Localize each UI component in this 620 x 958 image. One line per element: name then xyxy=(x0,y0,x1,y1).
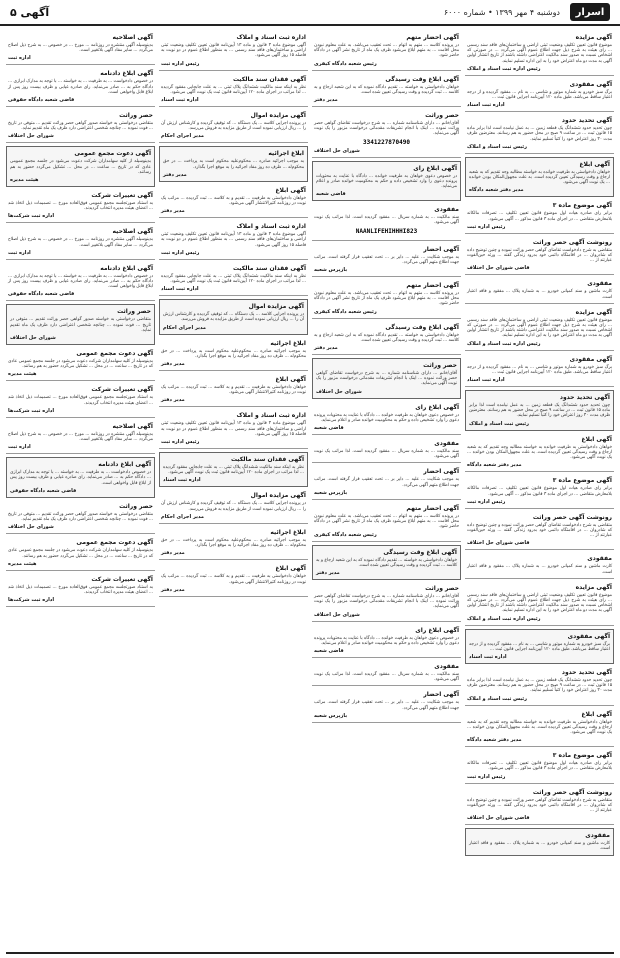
ad-title: مفقودی xyxy=(434,662,459,670)
ad-title: مفقودی xyxy=(585,832,610,840)
ad-body: متقاضی درخواستی به خواسته صدور گواهی حصر وراثت تقدیم ... متوفی در تاریخ ... فوت نموده ... چنانچه شخصی اعتراضی دارد ظرف یک ماه تقدیم نماید. xyxy=(8,121,153,132)
ad-block xyxy=(465,553,614,578)
ad-body: خواهان دادخواستی به خواسته ... تقدیم دادگاه نموده که به این شعبه ارجاع و به کلاسه ... ثبت گردیده و وقت رسیدگی تعیین شده است. xyxy=(316,557,457,568)
ad-signature: اداره ثبت شرکت‌ها xyxy=(8,213,55,220)
ad-block xyxy=(159,74,308,107)
column-1 xyxy=(465,32,614,952)
ad-title: آگهی اصلاحیه xyxy=(112,34,153,41)
ad-body: بدینوسیله آگهی منتشره در روزنامه ... مورخ ... در خصوص ... به شرح ذیل اصلاح می‌گردد ... سایر مفاد آگهی بلاتغییر است. xyxy=(8,43,153,54)
ad-body: بدینوسیله آگهی منتشره در روزنامه ... مورخ ... در خصوص ... به شرح ذیل اصلاح می‌گردد ... سایر مفاد آگهی بلاتغییر است. xyxy=(8,431,153,443)
ad-body: متقاضی به شرح دادخواست تقاضای گواهی حصر وراثت نموده و چنین توضیح داده که شادروان ... در اقامتگاه دائمی خود بدرود زندگی گفته ... ورثه حین‌الفوت عبارتند از ... xyxy=(467,797,612,813)
ad-title: آگهی مفقودی xyxy=(569,80,612,88)
ad-title: آگهی موضوع ماده ۳ xyxy=(552,202,612,210)
ad-block xyxy=(465,750,614,783)
ad-body: برابر رای صادره هیات اول موضوع قانون تعیین تکلیف ... تصرفات مالکانه بلامعارض متقاضی ... در اجرای ماده ۳ قانون مذکور ... آگهی می‌شود. xyxy=(467,761,612,772)
ad-title: آگهی مفقودی xyxy=(567,632,610,640)
ad-block xyxy=(312,661,461,686)
ad-signature: اداره ثبت xyxy=(8,444,31,451)
ad-signature: مدیر دفتر xyxy=(161,397,185,404)
ad-body: در خصوص دعوی خواهان به طرفیت خوانده ... دادگاه با عنایت به محتویات پرونده دعوی را وارد تشخیص داده و حکم به محکومیت خوانده صادر و اعلام می‌نماید. xyxy=(316,173,457,190)
ad-body: آقای/خانم ... دارای شناسنامه شماره ... به شرح درخواست تقاضای گواهی حصر وراثت نموده ... اینک با انجام تشریفات مقدماتی درخواست مزبور را یک نوبت آگهی می‌نماید. xyxy=(314,593,459,610)
ad-signature: مدیر دفتر xyxy=(161,361,185,368)
ad-signature: قاضی شورای حل اختلاف xyxy=(467,540,530,547)
ad-body: برگ سبز خودرو به شماره موتور و شاسی ... به نام ... مفقود گردیده و از درجه اعتبار ساقط می‌باشد. طبق ماده ۱۲۰ آیین‌نامه اجرایی قانون ثبت ... xyxy=(467,89,612,101)
ad-signature: قاضی شورای حل اختلاف xyxy=(467,265,530,272)
ad-title: حصر وراثت xyxy=(423,362,457,370)
ad-block xyxy=(159,263,308,296)
ad-body: به استناد صورتجلسه مجمع عمومی فوق‌العاده مورخ ... تصمیمات ذیل اتخاذ شد ... اعضای هیئت مدیره انتخاب گردیدند. xyxy=(8,395,153,406)
ad-block xyxy=(6,537,155,570)
ad-signature: قاضی شعبه xyxy=(314,425,344,432)
ad-block xyxy=(312,110,461,158)
column-4 xyxy=(6,32,155,952)
ad-block xyxy=(465,475,614,508)
ad-body: آقای/خانم ... دارای شناسنامه شماره ... به شرح درخواست تقاضای گواهی حصر وراثت نموده ... اینک با انجام تشریفات مقدماتی درخواست مزبور را یک نوبت آگهی می‌نماید. xyxy=(314,121,459,137)
ad-title: آگهی ابلاغ وقت رسیدگی xyxy=(385,75,459,83)
ad-body: خواهان دادخواستی به طرفیت خوانده به خواسته مطالبه وجه تقدیم که به شعبه ارجاع و وقت رسیدگی تعیین گردیده است. به علت مجهول‌المکان بودن خوانده ... یک نوبت آگهی می‌شود. xyxy=(469,169,610,186)
ad-title: آگهی ابلاغ xyxy=(275,186,306,194)
ad-signature: قاضی شعبه دادگاه حقوقی xyxy=(10,487,77,494)
ad-signature: بازپرس شعبه xyxy=(314,712,348,719)
ad-block xyxy=(465,354,614,387)
ad-block xyxy=(465,667,614,706)
ad-body: خواهان دادخواستی به طرفیت ... تقدیم و به کلاسه ... ثبت گردیده ... مراتب یک نوبت در روزنامه کثیرالانتشار آگهی می‌شود. xyxy=(161,574,306,585)
ad-body: در پرونده کلاسه ... متهم به اتهام ... تحت تعقیب می‌باشد. به علت معلوم نبودن محل اقامت ... به متهم ابلاغ می‌شود ظرف یک ماه از تاریخ نشر آگهی در دادگاه حاضر شود. xyxy=(314,291,459,307)
ad-title: آگهی ابلاغ xyxy=(581,710,612,718)
ad-title: آگهی تغییرات شرکت xyxy=(91,192,153,200)
ad-signature: رئیس شعبه دادگاه کیفری xyxy=(314,308,377,315)
newspaper-logo: اسرار xyxy=(570,3,610,21)
ad-block xyxy=(465,512,614,551)
ad-body: کارت ماشین و سند کمپانی خودرو ... به شماره پلاک ... مفقود و فاقد اعتبار است. xyxy=(467,289,612,300)
ad-signature: هیئت مدیره xyxy=(8,560,37,567)
ad-block xyxy=(159,563,308,596)
ad-signature: رئیس اداره ثبت xyxy=(161,249,200,256)
ad-signature: اداره ثبت شرکت‌ها xyxy=(8,407,55,414)
ad-title: اداره ثبت اسناد و املاک xyxy=(236,412,306,420)
ad-block xyxy=(465,307,614,351)
ad-signature: قاضی شعبه xyxy=(316,191,346,198)
ad-signature: مدیر اجرای احکام xyxy=(161,513,204,520)
ad-body: در خصوص دادخواست ... به طرفیت ... به خواسته ... با توجه به مدارک ابرازی ... دادگاه حکم به ... صادر می‌نماید. رای صادره غیابی و ظرف بیست روز پس از ابلاغ قابل واخواهی است. xyxy=(8,273,153,290)
ad-body: در خصوص دادخواست ... به طرفیت ... به خواسته ... با توجه به مدارک ابرازی ... دادگاه حکم به ... صادر می‌نماید. رای صادره غیابی و ظرف بیست روز پس از ابلاغ قابل واخواهی است. xyxy=(8,79,153,95)
ad-signature: شورای حل اختلاف xyxy=(10,335,56,342)
ad-signature: شورای حل اختلاف xyxy=(8,524,54,531)
ad-body: موضوع قانون تعیین تکلیف وضعیت ثبتی اراضی و ساختمان‌های فاقد سند رسمی ... رای هیئت به شرح ذیل جهت اطلاع عموم آگهی می‌گردد ... در صورتی که اشخاص نسبت به صدور سند مالکیت اعتراضی داشته باشند از تاریخ انتشار اولین آگهی به مدت دو ماه اعتراض خود را به این اداره تسلیم نمایند. xyxy=(467,592,612,614)
ad-block xyxy=(6,501,155,534)
ad-signature: اداره ثبت اسناد xyxy=(161,97,199,104)
ad-signature: قاضی شعبه xyxy=(314,647,344,654)
ad-block xyxy=(159,299,308,334)
ad-body: در پرونده اجرایی کلاسه ... یک دستگاه ... که توقیف گردیده و کارشناس ارزش آن را ... ریال ارزیابی نموده است از طریق مزایده به فروش می‌رسد. xyxy=(161,501,306,512)
ad-body: موضوع قانون تعیین تکلیف وضعیت ثبتی اراضی و ساختمان‌های فاقد سند رسمی ... رای هیئت به شرح ذیل جهت اطلاع عموم آگهی می‌گردد ... در صورتی که اشخاص نسبت به صدور سند مالکیت اعتراضی داشته باشند از تاریخ انتشار اولین آگهی به مدت دو ماه اعتراض خود را به این اداره تسلیم نمایند. xyxy=(467,317,612,339)
ad-title: حصر وراثت xyxy=(119,112,153,120)
ad-title: آگهی موضوع ماده ۳ xyxy=(552,477,612,485)
ad-title: آگهی مزایده اموال xyxy=(250,112,306,120)
ad-body: بدینوسیله از کلیه سهامداران شرکت دعوت می‌شود در جلسه مجمع عمومی عادی که در تاریخ ... ساعت ... در محل ... تشکیل می‌گردد حضور به هم رسانند. xyxy=(8,359,153,370)
ad-signature: قاضی شعبه دادگاه حقوقی xyxy=(8,97,75,104)
ad-block xyxy=(465,157,614,198)
ad-title: مفقودی xyxy=(434,206,459,214)
ad-title: آگهی ابلاغ رای xyxy=(415,403,459,411)
ad-block xyxy=(6,263,155,302)
ad-title: آگهی دعوت مجمع عمومی xyxy=(74,150,151,158)
ad-body: کارت ماشین و سند کمپانی خودرو ... به شماره پلاک ... مفقود و فاقد اعتبار است. xyxy=(469,841,610,852)
ad-body: در پرونده اجرایی کلاسه ... یک دستگاه ... که توقیف گردیده و کارشناس ارزش آن را ... ریال ارزیابی نموده است از طریق مزایده به فروش می‌رسد. xyxy=(163,312,304,323)
ad-title: آگهی مفقودی xyxy=(569,355,612,363)
ad-body: برگ سبز خودرو به شماره موتور و شاسی ... به نام ... مفقود گردیده و از درجه اعتبار ساقط می‌باشد. طبق ماده ۱۲۰ آیین‌نامه اجرایی قانون ثبت ... xyxy=(467,364,612,375)
ad-block xyxy=(465,390,614,431)
ad-block xyxy=(465,582,614,626)
ad-block xyxy=(312,625,461,658)
ad-body: خواهان دادخواستی به طرفیت خوانده به خواسته مطالبه وجه تقدیم که به شعبه ارجاع و وقت رسیدگی تعیین گردیده است. به علت مجهول‌المکان بودن خوانده ... یک نوبت آگهی می‌شود. xyxy=(467,719,612,735)
ad-signature: رئیس ثبت اسناد و املاک xyxy=(469,420,529,427)
ad-block xyxy=(312,280,461,319)
ad-block xyxy=(159,527,308,560)
ad-signature: اداره ثبت شرکت‌ها xyxy=(8,597,55,604)
ad-title: آگهی تحدید حدود xyxy=(561,668,612,676)
ad-title: آگهی تحدید حدود xyxy=(561,117,612,125)
ad-title: آگهی موضوع ماده ۳ xyxy=(552,752,612,760)
ad-signature: قاضی شورای حل اختلاف xyxy=(467,815,530,822)
ad-title: آگهی مزایده اموال xyxy=(248,303,304,311)
ad-body: در خصوص دادخواست ... به طرفیت ... به خواسته ... با توجه به مدارک ابرازی ... دادگاه حکم به ... صادر می‌نماید. رای صادره غیابی و ظرف بیست روز پس از ابلاغ قابل واخواهی است. xyxy=(10,470,151,486)
ad-block xyxy=(6,348,155,381)
ad-body: آگهی موضوع ماده ۳ قانون و ماده ۱۳ آیین‌نامه قانون تعیین تکلیف وضعیت ثبتی اراضی و ساختمان‌های فاقد سند رسمی ... به منظور اطلاع عموم در دو نوبت به فاصله ۱۵ روز آگهی می‌شود. xyxy=(161,232,307,248)
ad-body: موضوع قانون تعیین تکلیف وضعیت ثبتی اراضی و ساختمان‌های فاقد سند رسمی ... رای هیئت به شرح ذیل جهت اطلاع عموم آگهی می‌گردد ... در صورتی که اشخاص نسبت به صدور سند مالکیت اعتراضی داشته باشند از تاریخ انتشار اولین آگهی به مدت دو ماه اعتراض خود را به این اداره تسلیم نمایند. xyxy=(467,43,612,64)
ad-signature: مدیر دفتر xyxy=(314,97,338,104)
ad-title: آگهی احضار متهم xyxy=(406,34,459,41)
ad-title: حصر وراثت xyxy=(117,308,151,316)
ad-block xyxy=(465,200,614,233)
ad-signature: شورای حل اختلاف xyxy=(314,147,360,154)
ad-signature: اداره ثبت اسناد xyxy=(163,477,201,484)
ad-body: خواهان دادخواستی به طرفیت ... تقدیم و به کلاسه ... ثبت گردیده ... مراتب یک نوبت در روزنامه کثیرالانتشار آگهی می‌شود. xyxy=(161,385,306,396)
ad-block xyxy=(465,79,614,112)
ad-body: برابر رای صادره هیات اول موضوع قانون تعیین تکلیف ... تصرفات مالکانه بلامعارض متقاضی ... در اجرای ماده ۳ قانون مذکور ... آگهی می‌شود. xyxy=(467,211,612,222)
tracking-code: NAANLIFEHIHHHI823 xyxy=(355,227,418,235)
ad-signature: رئیس شعبه دادگاه کیفری xyxy=(314,531,377,538)
ad-body: در خصوص دعوی خواهان به طرفیت خوانده ... دادگاه با عنایت به محتویات پرونده دعوی را وارد تشخیص داده و حکم به محکومیت خوانده صادر و اعلام می‌نماید. xyxy=(314,635,459,646)
ad-signature: اداره ثبت اسناد xyxy=(467,377,505,384)
ad-title: آگهی ابلاغ وقت رسیدگی xyxy=(385,323,459,331)
ad-signature: مدیر دفتر xyxy=(161,586,185,593)
ad-title: آگهی ابلاغ دادنامه xyxy=(100,264,153,272)
ad-body: خواهان دادخواستی به خواسته ... تقدیم دادگاه نموده که به این شعبه ارجاع و به کلاسه ... ثبت گردیده و وقت رسیدگی تعیین شده است. xyxy=(314,332,459,343)
ad-body: بدینوسیله از کلیه سهامداران شرکت دعوت می‌شود در جلسه مجمع عمومی عادی که در تاریخ ... ساعت ... در محل ... تشکیل می‌گردد حضور به هم رسانند. xyxy=(10,159,151,175)
ad-title: آگهی ابلاغ وقت رسیدگی xyxy=(383,548,457,556)
ad-block xyxy=(465,278,614,303)
ad-block xyxy=(6,226,155,259)
ad-signature: مدیر دفتر xyxy=(163,171,187,178)
page-header xyxy=(0,0,620,26)
ad-block xyxy=(6,574,155,607)
ad-body: به موجب اجرائیه صادره ... محکوم‌علیه محکوم است به پرداخت ... در حق محکوم‌له ... ظرف ده روز مفاد اجرائیه را به موقع اجرا بگذارد. xyxy=(161,537,306,549)
ad-title: آگهی احضار متهم xyxy=(406,504,459,512)
ad-block xyxy=(465,434,614,473)
ad-title: مفقودی xyxy=(434,440,459,448)
ad-body: خواهان دادخواستی به خواسته ... تقدیم دادگاه نموده که به این شعبه ارجاع و به کلاسه ... ثبت گردیده و وقت رسیدگی تعیین شده است. xyxy=(314,84,459,95)
ad-block xyxy=(6,457,155,498)
page-label: آگهی ۵ xyxy=(10,5,50,19)
ad-signature: مدیر دفتر شعبه دادگاه xyxy=(467,737,522,744)
ad-body: در پرونده اجرایی کلاسه ... یک دستگاه ... که توقیف گردیده و کارشناس ارزش آن را ... ریال ارزیابی نموده است از طریق مزایده به فروش می‌رسد. xyxy=(161,121,306,132)
ad-block xyxy=(159,110,308,143)
column-3 xyxy=(159,32,308,952)
ad-body: سند مالکیت ... به شماره سریال ... مفقود گردیده است. لذا مراتب یک نوبت آگهی می‌شود. xyxy=(314,215,459,226)
ad-title: ابلاغ اجرائیه xyxy=(268,150,304,158)
ad-title: آگهی ابلاغ رای xyxy=(415,626,459,634)
ad-body: خواهان دادخواستی به طرفیت خوانده به خواسته مطالبه وجه تقدیم که به شعبه ارجاع و وقت رسیدگی تعیین گردیده است. به علت مجهول‌المکان بودن خوانده ... یک نوبت آگهی می‌شود. xyxy=(467,444,612,461)
ad-signature: رئیس اداره ثبت xyxy=(467,223,506,230)
ad-body: به موجب شکایت ... علیه ... دایر بر ... تحت تعقیب قرار گرفته است. مراتب جهت اطلاع متهم آگهی می‌گردد. xyxy=(314,254,459,265)
ad-block xyxy=(6,68,155,107)
ad-block xyxy=(159,410,308,449)
ad-body: کارت ماشین و سند کمپانی خودرو ... به شماره پلاک ... مفقود و فاقد اعتبار است. xyxy=(467,564,612,575)
ad-block xyxy=(6,304,155,345)
ad-title: آگهی مزایده اموال xyxy=(250,492,306,500)
ad-title: آگهی احضار xyxy=(423,468,459,476)
ad-title: ابلاغ اجرائیه xyxy=(270,339,306,347)
ad-block xyxy=(312,204,461,240)
ad-title: آگهی ابلاغ xyxy=(275,565,306,573)
ad-title: آگهی مزایده xyxy=(575,308,612,316)
ad-signature: رئیس شعبه دادگاه کیفری xyxy=(314,60,377,67)
ad-body: در پرونده کلاسه ... متهم به اتهام ... تحت تعقیب می‌باشد. به علت معلوم نبودن محل اقامت ... به متهم ابلاغ می‌شود ظرف یک ماه از تاریخ نشر آگهی در دادگاه حاضر شود. xyxy=(314,513,459,530)
ad-title: آگهی فقدان سند مالکیت xyxy=(232,75,306,83)
ad-body: نظر به اینکه سند مالکیت ششدانگ پلاک ثبتی ... به علت جابجایی مفقود گردیده ... لذا مراتب در اجرای ماده ۱۲۰ آیین‌نامه قانون ثبت یک نوبت آگهی می‌شود. xyxy=(161,273,306,285)
ad-signature: مدیر اجرای احکام xyxy=(161,133,204,140)
ad-title: آگهی مزایده xyxy=(575,583,612,591)
ad-block xyxy=(465,237,614,276)
ad-title: مفقودی xyxy=(587,280,612,288)
ad-title: آگهی ابلاغ xyxy=(579,160,610,168)
ad-signature: مدیر اجرای احکام xyxy=(163,324,206,331)
ad-body: بدینوسیله از کلیه سهامداران شرکت دعوت می‌شود در جلسه مجمع عمومی عادی که در تاریخ ... ساعت ... در محل ... تشکیل می‌گردد حضور به هم رسانند. xyxy=(8,548,153,559)
ad-block xyxy=(312,402,461,435)
ad-signature: شورای حل اختلاف xyxy=(314,611,360,618)
ad-title: آگهی ابلاغ دادنامه xyxy=(100,70,153,78)
ad-block xyxy=(465,629,614,664)
ad-body: به موجب اجرائیه صادره ... محکوم‌علیه محکوم است به پرداخت ... در حق محکوم‌له ... ظرف ده روز مفاد اجرائیه را به موقع اجرا بگذارد. xyxy=(161,348,306,359)
ad-title: آگهی دعوت مجمع عمومی xyxy=(76,539,153,547)
ad-block xyxy=(6,421,155,454)
ad-block xyxy=(159,185,308,218)
ad-signature: اداره ثبت اسناد xyxy=(467,102,505,109)
ad-block xyxy=(312,503,461,542)
ad-block xyxy=(159,32,308,71)
ad-body: در خصوص دعوی خواهان به طرفیت خوانده ... دادگاه با عنایت به محتویات پرونده دعوی را وارد تشخیص داده و حکم به محکومیت خوانده صادر و اعلام می‌نماید. xyxy=(314,412,459,423)
ad-body: در پرونده کلاسه ... متهم به اتهام ... تحت تعقیب می‌باشد. به علت معلوم نبودن محل اقامت ... به متهم ابلاغ می‌شود ظرف یک ماه از تاریخ نشر آگهی در دادگاه حاضر شود. xyxy=(314,43,459,59)
ad-signature: مدیر دفتر شعبه دادگاه xyxy=(467,462,522,469)
ad-signature: شورای حل اختلاف xyxy=(316,388,362,395)
ad-block xyxy=(312,545,461,580)
ad-body: چون تحدید حدود ششدانگ یک قطعه زمین ... به عمل نیامده است لذا برابر ماده ۱۵ قانون ثبت ... در ساعت ۹ صبح در محل حضور به هم رسانند. معترضین ظرف مدت ۳۰ روز اعتراض خود را کتباً تسلیم نمایند. xyxy=(467,126,613,142)
ad-block xyxy=(6,110,155,143)
ad-signature: هیئت مدیره xyxy=(8,371,37,378)
ad-block xyxy=(465,115,614,154)
ad-title: آگهی احضار xyxy=(423,245,459,253)
issue-date-line: دوشنبه ۴ مهر ۱۳۹۹ • شماره ۶۰۰۰ xyxy=(443,7,560,17)
ad-title: آگهی ابلاغ xyxy=(275,376,306,384)
ad-block xyxy=(312,74,461,107)
ad-block xyxy=(159,490,308,523)
ad-title: آگهی ابلاغ رای xyxy=(413,164,457,172)
ad-signature: اداره ثبت xyxy=(8,55,31,62)
ad-body: بدینوسیله آگهی منتشره در روزنامه ... مورخ ... در خصوص ... به شرح ذیل اصلاح می‌گردد ... سایر مفاد آگهی بلاتغییر است. xyxy=(8,237,153,248)
ad-block xyxy=(6,190,155,223)
ad-block xyxy=(465,787,614,826)
column-2 xyxy=(312,32,461,952)
ad-signature: مدیر دفتر xyxy=(161,208,185,215)
ad-body: به موجب اجرائیه صادره ... محکوم‌علیه محکوم است به پرداخت ... در حق محکوم‌له ... ظرف ده روز مفاد اجرائیه را به موقع اجرا بگذارد. xyxy=(163,159,304,170)
ad-body: سند مالکیت ... به شماره سریال ... مفقود گردیده است. لذا مراتب یک نوبت آگهی می‌شود. xyxy=(314,449,459,460)
ad-signature: رئیس اداره ثبت اسناد و املاک xyxy=(467,615,541,622)
ad-body: متقاضی درخواستی به خواسته صدور گواهی حصر وراثت تقدیم ... متوفی در تاریخ ... فوت نموده ... چنانچه شخصی اعتراضی دارد ظرف یک ماه تقدیم نماید. xyxy=(10,317,151,333)
ad-signature: رئیس اداره ثبت اسناد و املاک xyxy=(467,65,541,72)
ad-title: آگهی احضار xyxy=(423,691,459,699)
footer-rule xyxy=(6,952,614,954)
ad-block xyxy=(312,438,461,463)
ad-title: آگهی احضار متهم xyxy=(406,282,459,290)
ad-signature: رئیس اداره ثبت xyxy=(161,60,200,67)
ad-body: برگ سبز خودرو به شماره موتور و شاسی ... به نام ... مفقود گردیده و از درجه اعتبار ساقط می‌باشد. طبق ماده ۱۲۰ آیین‌نامه اجرایی قانون ثبت ... xyxy=(469,641,610,652)
ads-grid xyxy=(6,32,614,952)
ad-signature: اداره ثبت اسناد xyxy=(469,653,507,660)
ad-block xyxy=(6,32,155,65)
ad-title: حصر وراثت xyxy=(119,502,153,510)
ad-signature: مدیر دفتر شعبه دادگاه xyxy=(469,187,524,194)
ad-title: آگهی تغییرات شرکت xyxy=(91,386,153,394)
ad-title: ابلاغ اجرائیه xyxy=(270,528,306,536)
ad-body: متقاضی به شرح دادخواست تقاضای گواهی حصر وراثت نموده و چنین توضیح داده که شادروان ... در اقامتگاه دائمی خود بدرود زندگی گفته ... ورثه حین‌الفوت عبارتند از ... xyxy=(467,247,612,264)
ad-signature: اداره ثبت اسناد xyxy=(161,286,199,293)
ad-block xyxy=(312,689,461,722)
ad-block xyxy=(465,828,614,855)
ad-title: رونوشت آگهی حصر وراثت xyxy=(532,513,612,521)
ad-title: آگهی ابلاغ xyxy=(581,435,612,443)
ad-signature: شورای حل اختلاف xyxy=(8,133,54,140)
ad-body: سند مالکیت ... به شماره سریال ... مفقود گردیده است. لذا مراتب یک نوبت آگهی می‌شود. xyxy=(314,671,459,683)
ad-block xyxy=(312,161,461,202)
ad-title: حصر وراثت xyxy=(425,584,459,592)
ad-title: رونوشت آگهی حصر وراثت xyxy=(532,788,612,796)
ad-signature: مدیر دفتر xyxy=(314,345,338,352)
ad-block xyxy=(312,32,461,71)
ad-title: حصر وراثت xyxy=(425,112,459,120)
ad-body: به استناد صورتجلسه مجمع عمومی فوق‌العاده مورخ ... تصمیمات ذیل اتخاذ شد ... اعضای هیئت مدیره انتخاب گردیدند. xyxy=(8,201,153,212)
ad-body: به موجب شکایت ... علیه ... دایر بر ... تحت تعقیب قرار گرفته است. مراتب جهت اطلاع متهم آگهی می‌گردد. xyxy=(314,477,459,488)
ad-body: برابر رای صادره هیات اول موضوع قانون تعیین تکلیف ... تصرفات مالکانه بلامعارض متقاضی ... در اجرای ماده ۳ قانون مذکور ... آگهی می‌شود. xyxy=(467,486,612,497)
ad-block xyxy=(312,358,461,399)
ad-title: آگهی تغییرات شرکت xyxy=(91,575,153,583)
ad-signature: رئیس اداره ثبت اسناد و املاک xyxy=(467,340,541,347)
ad-block xyxy=(159,221,308,260)
ad-block xyxy=(312,244,461,277)
ad-signature: رئیس ثبت اسناد و املاک xyxy=(467,695,527,702)
ad-signature: رئیس اداره ثبت xyxy=(467,773,506,780)
ad-signature: بازپرس شعبه xyxy=(314,489,348,496)
ad-block xyxy=(312,466,461,499)
ad-title: مفقودی xyxy=(587,555,612,563)
ad-block xyxy=(312,583,461,622)
ad-body: نظر به اینکه سند مالکیت ششدانگ پلاک ثبتی ... به علت جابجایی مفقود گردیده ... لذا مراتب در اجرای ماده ۱۲۰ آیین‌نامه قانون ثبت یک نوبت آگهی می‌شود. xyxy=(163,465,304,476)
ad-body: به استناد صورتجلسه مجمع عمومی فوق‌العاده مورخ ... تصمیمات ذیل اتخاذ شد ... اعضای هیئت مدیره انتخاب گردیدند. xyxy=(8,584,153,595)
ad-title: آگهی تحدید حدود xyxy=(559,394,610,402)
ad-title: آگهی ابلاغ دادنامه xyxy=(98,461,151,469)
ad-body: به موجب شکایت ... علیه ... دایر بر ... تحت تعقیب قرار گرفته است. مراتب جهت اطلاع متهم آگهی می‌گردد. xyxy=(314,700,459,711)
ad-block xyxy=(6,384,155,417)
ad-body: متقاضی درخواستی به خواسته صدور گواهی حصر وراثت تقدیم ... متوفی در تاریخ ... فوت نموده ... چنانچه شخصی اعتراضی دارد ظرف یک ماه تقدیم نماید. xyxy=(8,511,153,523)
ad-signature: هیئت مدیره xyxy=(10,177,39,184)
ad-title: اداره ثبت اسناد و املاک xyxy=(236,223,306,231)
ad-body: آقای/خانم ... دارای شناسنامه شماره ... به شرح درخواست تقاضای گواهی حصر وراثت نموده ... اینک با انجام تشریفات مقدماتی درخواست مزبور را یک نوبت آگهی می‌نماید. xyxy=(316,371,457,387)
ad-title: رونوشت آگهی حصر وراثت xyxy=(532,238,612,246)
ad-body: چون تحدید حدود ششدانگ یک قطعه زمین ... به عمل نیامده است لذا برابر ماده ۱۵ قانون ثبت ... در ساعت ۹ صبح در محل حضور به هم رسانند. معترضین ظرف مدت ۳۰ روز اعتراض خود را کتباً تسلیم نمایند. xyxy=(467,677,613,694)
ad-body: نظر به اینکه سند مالکیت ششدانگ پلاک ثبتی ... به علت جابجایی مفقود گردیده ... لذا مراتب در اجرای ماده ۱۲۰ آیین‌نامه قانون ثبت یک نوبت آگهی می‌شود. xyxy=(161,84,306,95)
ad-block xyxy=(159,374,308,407)
ad-block xyxy=(159,338,308,371)
ad-title: آگهی فقدان سند مالکیت xyxy=(230,456,304,464)
ad-signature: مدیر دفتر xyxy=(316,569,340,576)
ad-title: آگهی فقدان سند مالکیت xyxy=(232,264,306,272)
ad-block xyxy=(6,146,155,187)
ad-signature: رئیس اداره ثبت xyxy=(467,498,506,505)
ad-body: آگهی موضوع ماده ۳ قانون و ماده ۱۳ آیین‌نامه قانون تعیین تکلیف وضعیت ثبتی اراضی و ساختمان‌های فاقد سند رسمی ... به منظور اطلاع عموم در دو نوبت به فاصله ۱۵ روز آگهی می‌شود. xyxy=(161,43,307,59)
ad-body: خواهان دادخواستی به طرفیت ... تقدیم و به کلاسه ... ثبت گردیده ... مراتب یک نوبت در روزنامه کثیرالانتشار آگهی می‌شود. xyxy=(161,195,306,207)
ad-title: آگهی اصلاحیه xyxy=(112,228,153,236)
ad-block xyxy=(159,452,308,487)
ad-title: آگهی مزایده xyxy=(575,34,612,41)
ad-title: آگهی اصلاحیه xyxy=(112,422,153,430)
ad-body: چون تحدید حدود ششدانگ یک قطعه زمین ... به عمل نیامده است لذا برابر ماده ۱۵ قانون ثبت ... در ساعت ۹ صبح در محل حضور به هم رسانند. معترضین ظرف مدت ۳۰ روز اعتراض خود را کتباً تسلیم نمایند. xyxy=(469,403,610,419)
ad-signature: قاضی شعبه دادگاه حقوقی xyxy=(8,291,75,298)
ad-block xyxy=(465,709,614,748)
ad-signature: رئیس اداره ثبت xyxy=(161,439,200,446)
tracking-code: 3341227870490 xyxy=(363,138,410,146)
ad-signature: رئیس ثبت اسناد و املاک xyxy=(467,143,527,150)
ad-signature: اداره ثبت xyxy=(8,249,31,256)
ad-body: متقاضی به شرح دادخواست تقاضای گواهی حصر وراثت نموده و چنین توضیح داده که شادروان ... در اقامتگاه دائمی خود بدرود زندگی گفته ... ورثه حین‌الفوت عبارتند از ... xyxy=(467,522,612,539)
ad-title: اداره ثبت اسناد و املاک xyxy=(236,34,306,41)
ad-title: آگهی دعوت مجمع عمومی xyxy=(76,350,153,358)
ad-block xyxy=(312,322,461,355)
ad-signature: بازپرس شعبه xyxy=(314,267,348,274)
ad-block xyxy=(159,146,308,181)
ad-signature: مدیر دفتر xyxy=(161,550,185,557)
ad-block xyxy=(465,32,614,76)
ad-body: آگهی موضوع ماده ۳ قانون و ماده ۱۳ آیین‌نامه قانون تعیین تکلیف وضعیت ثبتی اراضی و ساختمان‌های فاقد سند رسمی ... به منظور اطلاع عموم در دو نوبت به فاصله ۱۵ روز آگهی می‌شود. xyxy=(161,421,307,437)
